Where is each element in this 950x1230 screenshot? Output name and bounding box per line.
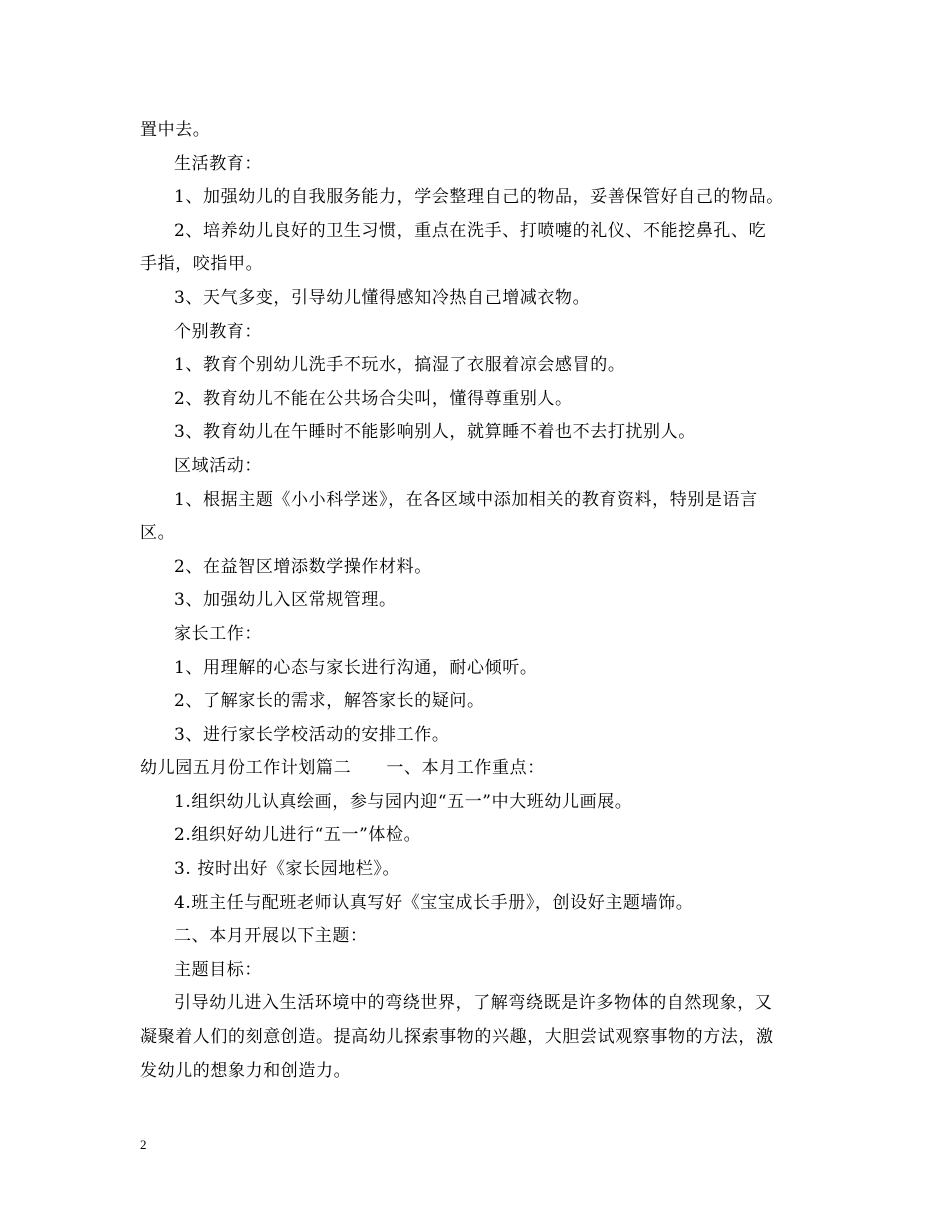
text-line: 家长工作：: [174, 623, 262, 644]
page-number: 2: [140, 1137, 147, 1152]
text-line: 4.班主任与配班老师认真写好《宝宝成长手册》，创设好主题墙饰。: [174, 892, 694, 913]
text-line: 3、教育幼儿在午睡时不能影响别人，就算睡不着也不去打扰别人。: [174, 422, 696, 443]
text-line: 3. 按时出好《家长园地栏》。: [174, 859, 401, 880]
text-line: 1、加强幼儿的自我服务能力，学会整理自己的物品，妥善保管好自己的物品。: [174, 187, 784, 208]
text-line: 1、根据主题《小小科学迷》，在各区域中添加相关的教育资料，特别是语言: [174, 489, 758, 510]
text-line: 3、加强幼儿入区常规管理。: [174, 590, 397, 611]
text-line: 1、教育个别幼儿洗手不玩水，搞湿了衣服着凉会感冒的。: [174, 355, 626, 376]
text-line: 个别教育：: [174, 321, 262, 342]
text-line: 2.组织好幼儿进行“五一”体检。: [174, 825, 422, 846]
document-body: [140, 114, 812, 1088]
text-line: 2、教育幼儿不能在公共场合尖叫，懂得尊重别人。: [174, 388, 573, 409]
text-line: 置中去。: [140, 120, 211, 140]
text-line: 3、进行家长学校活动的安排工作。: [174, 724, 450, 745]
text-line: 1.组织幼儿认真绘画，参与园内迎“五一”中大班幼儿画展。: [174, 791, 633, 812]
text-line: 引导幼儿进入生活环境中的弯绕世界，了解弯绕既是许多物体的自然现象，又: [174, 993, 773, 1014]
text-line: 3、天气多变，引导幼儿懂得感知冷热自己增减衣物。: [174, 287, 591, 308]
text-line: 主题目标：: [174, 959, 262, 980]
text-line: 手指，咬指甲。: [140, 254, 264, 275]
text-line: 二、本月开展以下主题：: [174, 926, 368, 947]
text-line: 凝聚着人们的刻意创造。提高幼儿探索事物的兴趣，大胆尝试观察事物的方法，激: [140, 1027, 774, 1048]
text-line: 区。: [140, 523, 176, 544]
text-line: 发幼儿的想象力和创造力。: [140, 1060, 352, 1081]
text-line: 2、在益智区增添数学操作材料。: [174, 556, 432, 577]
text-line: 区域活动：: [174, 455, 262, 476]
text-line: 2、培养幼儿良好的卫生习惯，重点在洗手、打喷嚏的礼仪、不能挖鼻孔、吃: [174, 220, 767, 241]
text-line: 2、了解家长的需求，解答家长的疑问。: [174, 691, 485, 712]
text-line: 生活教育：: [174, 153, 262, 174]
text-line: 1、用理解的心态与家长进行沟通，耐心倾听。: [174, 657, 538, 678]
text-line: 幼儿园五月份工作计划篇二 一、本月工作重点：: [140, 758, 545, 779]
